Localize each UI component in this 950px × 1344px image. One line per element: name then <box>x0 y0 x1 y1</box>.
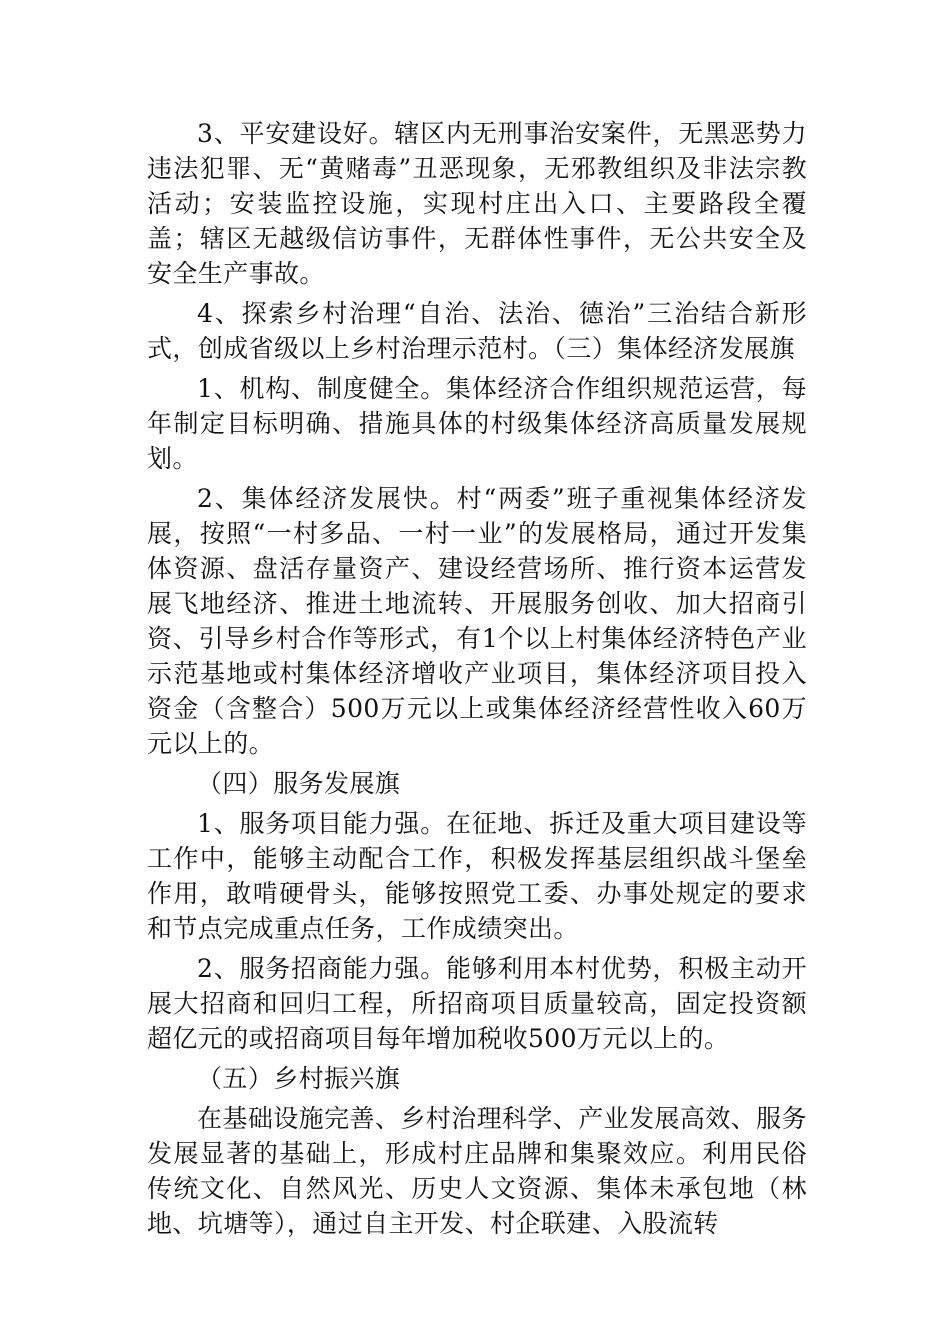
paragraph-service-investment: 2、服务招商能力强。能够利用本村优势，积极主动开展大招商和回归工程，所招商项目质量较高，固定投资额超亿元的或招商项目每年增加税收500万元以上的。 <box>147 954 807 1053</box>
paragraph-service-projects: 1、服务项目能力强。在征地、拆迁及重大项目建设等工作中，能够主动配合工作，积极发挥基层组织战斗堡垒作用，敢啃硬骨头，能够按照党工委、办事处规定的要求和节点完成重点任务，工作成绩突出。 <box>147 809 807 943</box>
paragraph-collective-economy: 2、集体经济发展快。村“两委”班子重视集体经济发展，按照“一村多品、一村一业”的发展格局，通过开发集体资源、盘活存量资产、建设经营场所、推行资本运营发展飞地经济、推进土地流转、开展服务创收、加大招商引资、引导乡村合作等形式，有1个以上村集体经济特色产业示范基地或村集体经济增收产业项目，集体经济项目投入资金（含整合）500万元以上或集体经济经营性收入60万元以上的。 <box>147 484 807 758</box>
document-page <box>147 116 807 1246</box>
paragraph-rural-revitalization: 在基础设施完善、乡村治理科学、产业发展高效、服务发展显著的基础上，形成村庄品牌和集聚效应。利用民俗传统文化、自然风光、历史人文资源、集体未承包地（林地、坑塘等），通过自主开发、村企联建、入股流转 <box>147 1104 807 1238</box>
section-heading-service-development: （四）服务发展旗 <box>197 769 401 798</box>
section-heading-rural-revitalization: （五）乡村振兴旗 <box>197 1064 401 1093</box>
paragraph-institutions: 1、机构、制度健全。集体经济合作组织规范运营，每年制定目标明确、措施具体的村级集体经济高质量发展规划。 <box>147 374 807 473</box>
paragraph-rural-governance: 4、探索乡村治理“自治、法治、德治”三治结合新形式，创成省级以上乡村治理示范村。（三）集体经济发展旗 <box>147 299 807 363</box>
paragraph-public-security: 3、平安建设好。辖区内无刑事治安案件，无黑恶势力违法犯罪、无“黄赌毒”丑恶现象，无邪教组织及非法宗教活动；安装监控设施，实现村庄出入口、主要路段全覆盖；辖区无越级信访事件，无群体性事件，无公共安全及安全生产事故。 <box>147 119 807 288</box>
